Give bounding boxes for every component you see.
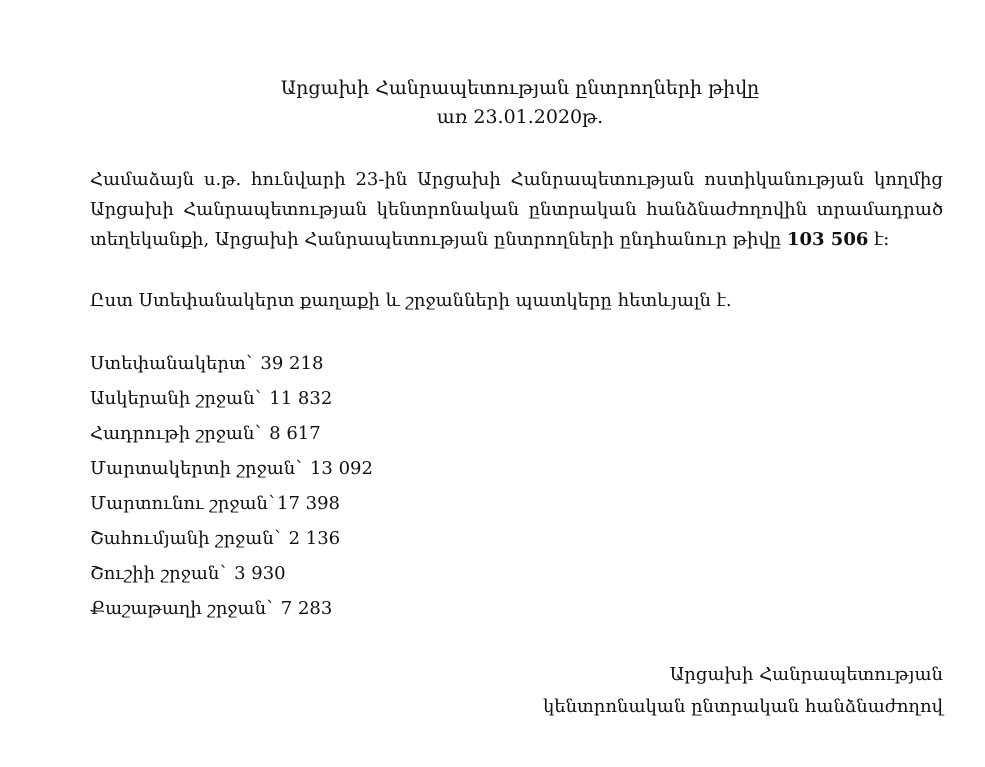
district-name: Հադրութի շրջան` [90,423,264,444]
district-name: Մարտունու շրջան` [90,493,278,514]
district-name: Ասկերանի շրջան` [90,388,264,409]
district-item [90,416,373,451]
district-count: 17 398 [277,493,340,514]
intro-text-after: է: [868,229,890,250]
district-count: 7 283 [280,598,333,619]
document-date: առ 23.01.2020թ. [436,106,604,128]
document-title: Արցախի Հանրապետության ընտրողների թիվը [280,77,760,99]
intro-text-before: Համաձայն ս.թ. հունվարի 23-ին Արցախի Հանրապետության ոստիկանության կողմից Արցախի Հանրապետության կենտրոնական ընտրական հանձնաժողովին տրամադրած տեղեկանքի, Արցախի Հանրապետության ընտրողների ընդհանուր թիվը [90,169,943,250]
district-count: 11 832 [269,388,333,409]
signature-line-2: կենտրոնական ընտրական հանձնաժողով [542,696,943,717]
district-name: Քաշաթաղի շրջան` [90,598,276,619]
district-list [90,346,373,626]
district-item [90,486,373,521]
district-item [90,591,373,626]
district-count: 39 218 [260,353,324,374]
breakdown-intro: Ըստ Ստեփանակերտ քաղաքի և շրջանների պատկերը հետևյալն է. [90,290,732,311]
district-count: 3 930 [234,563,286,584]
district-count: 13 092 [309,458,373,479]
intro-paragraph [90,165,943,255]
district-name: Շահումյանի շրջան` [90,528,283,549]
district-name: Մարտակերտի շրջան` [90,458,305,479]
district-item [90,556,373,591]
district-count: 2 136 [288,528,341,549]
district-item [90,451,373,486]
district-name: Ստեփանակերտ` [90,353,255,374]
district-item [90,346,373,381]
district-count: 8 617 [269,423,321,444]
total-voters: 103 506 [786,229,869,250]
district-item [90,521,373,556]
district-item [90,381,373,416]
district-name: Շուշիի շրջան` [90,563,229,584]
signature-line-1: Արցախի Հանրապետության [669,664,943,685]
